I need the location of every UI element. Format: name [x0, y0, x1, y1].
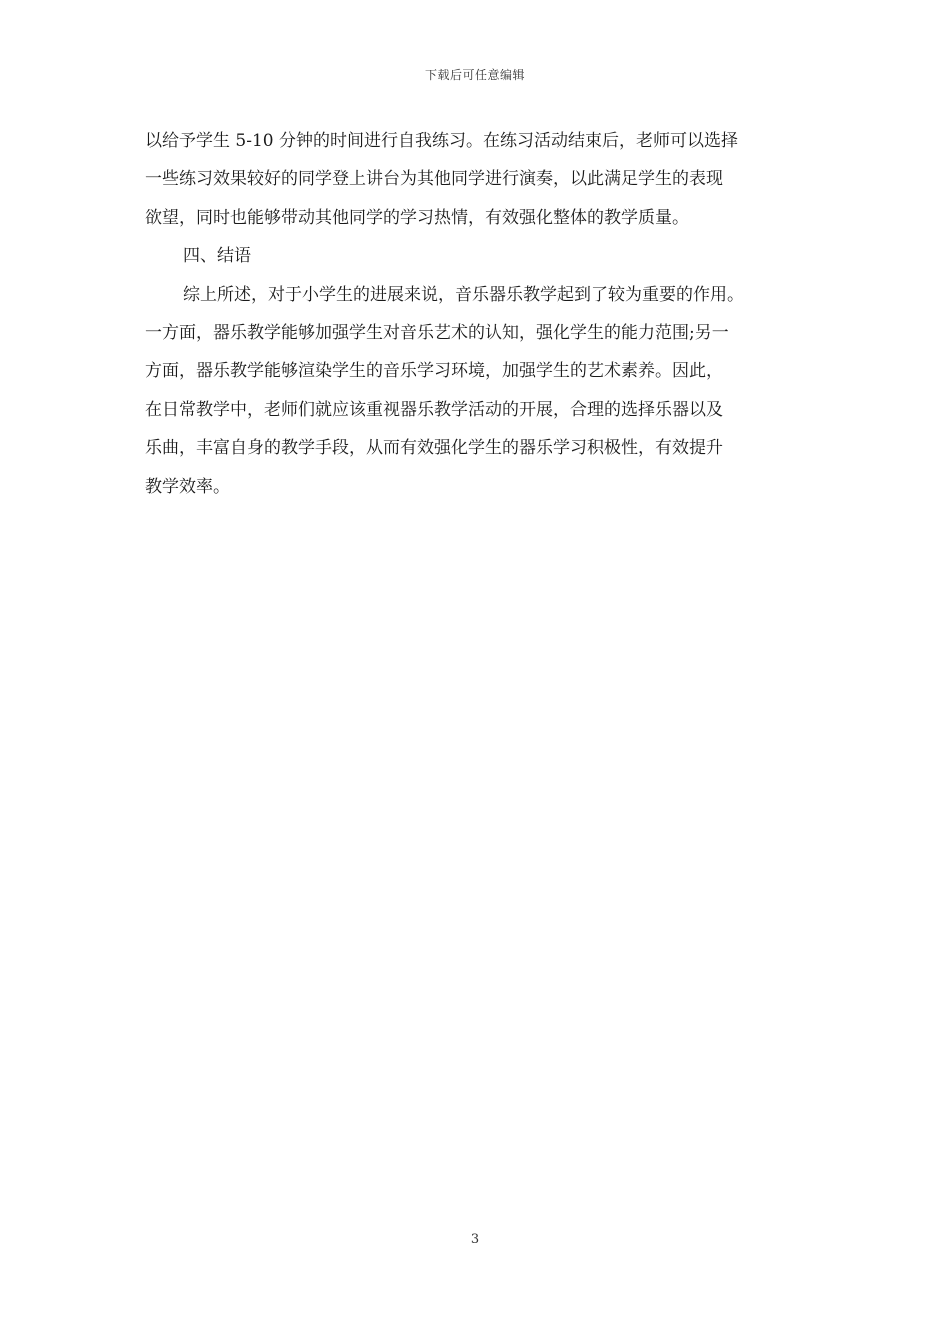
- page-number: 3: [470, 1232, 480, 1247]
- paragraph-line: 以给予学生 5-10 分钟的时间进行自我练习。在练习活动结束后，老师可以选择: [145, 131, 738, 151]
- paragraph-line: 综上所述，对于小学生的进展来说，音乐器乐教学起到了较为重要的作用。: [183, 284, 744, 305]
- paragraph-line: 方面，器乐教学能够渲染学生的音乐学习环境，加强学生的艺术素养。因此，: [145, 361, 723, 382]
- paragraph-line: 在日常教学中，老师们就应该重视器乐教学活动的开展，合理的选择乐器以及: [145, 399, 723, 420]
- paragraph-line: 欲望，同时也能够带动其他同学的学习热情，有效强化整体的教学质量。: [145, 207, 689, 228]
- paragraph-line: 一方面，器乐教学能够加强学生对音乐艺术的认知，强化学生的能力范围;另一: [145, 322, 729, 343]
- paragraph-line: 一些练习效果较好的同学登上讲台为其他同学进行演奏，以此满足学生的表现: [145, 169, 723, 190]
- paragraph-line: 教学效率。: [145, 476, 230, 497]
- page-header: 下载后可任意编辑: [424, 68, 525, 82]
- section-heading: 四、结语: [183, 246, 251, 267]
- paragraph-line: 乐曲，丰富自身的教学手段，从而有效强化学生的器乐学习积极性，有效提升: [145, 438, 723, 459]
- document-body: [145, 122, 810, 506]
